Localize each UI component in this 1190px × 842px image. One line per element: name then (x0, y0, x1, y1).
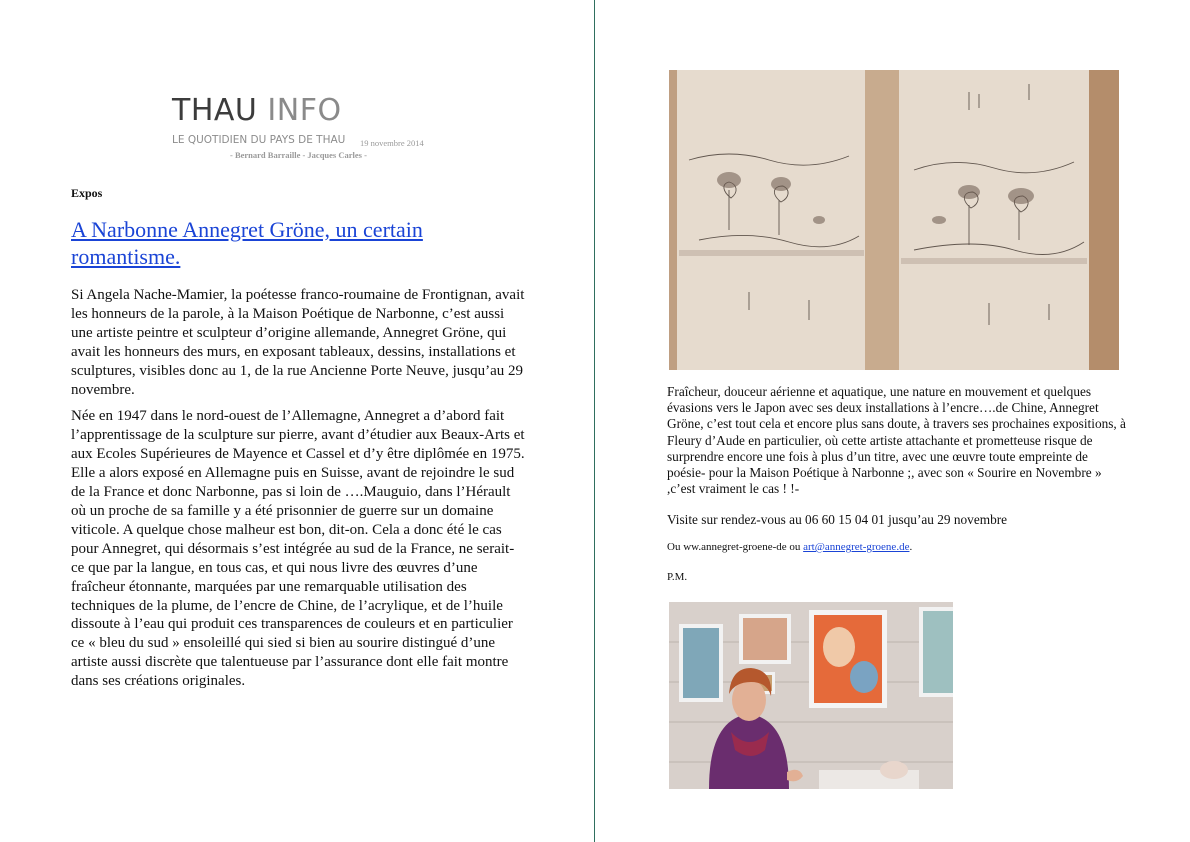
masthead-date: 19 novembre 2014 (360, 138, 424, 148)
masthead-logo (172, 94, 442, 128)
page-divider (594, 0, 595, 842)
article-paragraph: Si Angela Nache-Mamier, la poétesse franco-roumaine de Frontignan, avait les honneurs de la parole, à la Maison Poétique de Narbonne, c’est aussi une artiste peintre et sculpteur d’origine allemande, Annegret Gröne, qui avait les honneurs des murs, en exposant tableaux, dessins, installations et sculptures, visibles donc au 1, de la rue Ancienne Porte Neuve, jusqu’au 29 novembre. (71, 287, 525, 398)
email-link[interactable]: art@annegret-groene.de (803, 541, 910, 553)
article-paragraph: Née en 1947 dans le nord-ouest de l’Allemagne, Annegret a d’abord fait l’apprentissage de la sculpture sur pierre, avant d’étudier aux Beaux-Arts et aux Ecoles Supérieures de Mayence et Cassel et d’y être diplômée en 1975. Elle a alors exposé en Allemagne puis en Suisse, avant de rejoindre le sud de la France et donc Narbonne, pas si loin de ….Mauguio, dans l’Hérault où un proche de sa famille y a été prisonnier de guerre sur un domaine viticole. A quelque chose malheur est bon, dit-on. Cela a donc été le cas pour Annegret, qui désormais s’est intégrée au sud de la France, ne serait-ce que par la langue, en tous cas, et qui nous livre des œuvres d’une fraîcheur étonnante, marquées par une remarquable utilisation des techniques de la plume, de l’encre de Chine, de l’acrylique, et de l’huile dissoute à l’eau qui produit ces transparences de couleurs et en particulier ce « bleu du sud » ensoleillé qui sied si bien au sourire distingué d’une artiste aussi discrète que talentueuse par l’assurance dont elle fait montre dans ses créations originales. (71, 408, 525, 690)
right-paragraph: Fraîcheur, douceur aérienne et aquatique, une nature en mouvement et quelques évasions vers le Japon avec ses deux installations à l’encre….de Chine, Annegret Gröne, c’est tout cela et encore plus sans doute, à travers ses prochaines expositions, à Fleury d’Aude en particulier, où cette artiste attachante et prometteuse risque de surprendre encore une fois à plus d’un titre, avec une œuvre toute empreinte de poésie- pour la Maison Poétique à Narbonne ;, avec son « Sourire en Novembre » ,c’est vraiment le cas ! !- (667, 384, 1126, 497)
photo-artist (669, 602, 953, 789)
masthead-authors: - Bernard Barraille - Jacques Carles - (230, 150, 367, 160)
ink-installation-image (669, 70, 1119, 370)
contact-line (667, 541, 1127, 553)
masthead-tagline: LE QUOTIDIEN DU PAYS DE THAU (172, 134, 346, 146)
article-title[interactable]: A Narbonne Annegret Gröne, un certain romantisme. (71, 217, 423, 269)
article-body (71, 286, 526, 699)
brand-main: THAU (172, 93, 258, 128)
contact-suffix: . (909, 541, 913, 553)
artist-photo-image (669, 602, 953, 789)
signature: P.M. (667, 571, 688, 583)
brand-accent: INFO (267, 93, 342, 128)
photo-ink-installation (669, 70, 1119, 370)
masthead (172, 93, 442, 160)
section-label: Expos (71, 186, 103, 200)
visit-info: Visite sur rendez-vous au 06 60 15 04 01 jusqu’au 29 novembre (667, 512, 1008, 527)
contact-prefix: Ou ww.annegret-groene-de ou (667, 541, 804, 553)
